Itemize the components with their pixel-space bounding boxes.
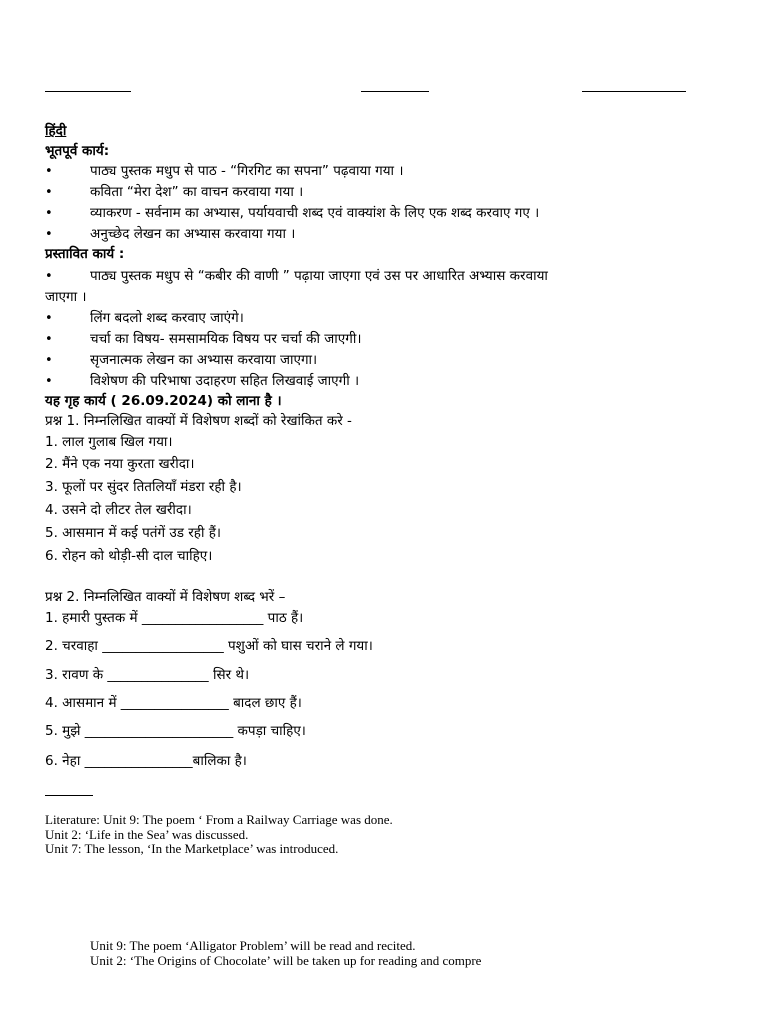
bullet-icon: • [45, 185, 53, 200]
question-1-item: 6. रोहन को थोड़ी-सी दाल चाहिए। [45, 548, 213, 564]
header-blank-3 [582, 91, 686, 92]
proposed-item: पाठ्य पुस्तक मधुप से “कबीर की वाणी ” पढ़ाया जाएगा एवं उस पर आधारित अभ्यास करवाया [90, 268, 548, 284]
english-planned-line: Unit 2: ‘The Origins of Chocolate’ will be taken up for reading and compre [90, 953, 482, 968]
proposed-item: लिंग बदलो शब्द करवाए जाएंगे। [90, 310, 244, 326]
question-1-item: 5. आसमान में कई पतंगें उड रही हैं। [45, 525, 222, 541]
past-item: पाठ्य पुस्तक मधुप से पाठ - “गिरगिट का सपना” पढ़वाया गया । [90, 163, 404, 179]
question-2-item: 6. नेहा ________________बालिका है। [45, 753, 247, 769]
question-1-item: 3. फूलों पर सुंदर तितलियाँ मंडरा रही है। [45, 479, 242, 495]
past-item: अनुच्छेद लेखन का अभ्यास करवाया गया । [90, 226, 296, 242]
homework-title: यह गृह कार्य ( 26.09.2024) को लाना है । [45, 393, 282, 409]
past-work-title: भूतपूर्व कार्य: [45, 143, 110, 159]
proposed-item-continuation: जाएगा । [45, 289, 87, 305]
header-blank-1 [45, 91, 131, 92]
past-item: व्याकरण - सर्वनाम का अभ्यास, पर्यायवाची शब्द एवं वाक्यांश के लिए एक शब्द करवाए गए । [90, 205, 540, 221]
bullet-icon: • [45, 311, 53, 326]
bullet-icon: • [45, 206, 53, 221]
english-done-line: Literature: Unit 9: The poem ‘ From a Railway Carriage was done. [45, 812, 393, 827]
question-1-title: प्रश्न 1. निम्नलिखित वाक्यों में विशेषण शब्दों को रेखांकित करे - [45, 413, 352, 429]
question-1-item: 2. मैंने एक नया कुरता खरीदा। [45, 456, 195, 472]
bullet-icon: • [45, 269, 53, 284]
question-2-item: 1. हमारी पुस्तक में __________________ पाठ हैं। [45, 610, 304, 626]
question-2-item: 3. रावण के _______________ सिर थे। [45, 667, 250, 683]
proposed-item: सृजनात्मक लेखन का अभ्यास करवाया जाएगा। [90, 352, 318, 368]
past-item: कविता “मेरा देश” का वाचन करवाया गया । [90, 184, 304, 200]
bullet-icon: • [45, 374, 53, 389]
header-blank-2 [361, 91, 429, 92]
question-1-item: 4. उसने दो लीटर तेल खरीदा। [45, 502, 192, 518]
question-2-item: 5. मुझे ______________________ कपड़ा चाहिए। [45, 723, 306, 739]
bullet-icon: • [45, 164, 53, 179]
proposed-work-title: प्रस्तावित कार्य : [45, 246, 125, 262]
english-done-line: Unit 2: ‘Life in the Sea’ was discussed. [45, 827, 249, 842]
bullet-icon: • [45, 227, 53, 242]
section-divider [45, 795, 93, 796]
bullet-icon: • [45, 353, 53, 368]
bullet-icon: • [45, 332, 53, 347]
question-1-item: 1. लाल गुलाब खिल गया। [45, 434, 173, 450]
subject-heading: हिंदी [45, 123, 67, 139]
question-2-item: 2. चरवाहा __________________ पशुओं को घास चराने ले गया। [45, 638, 373, 654]
question-2-item: 4. आसमान में ________________ बादल छाए हैं। [45, 695, 302, 711]
question-2-title: प्रश्न 2. निम्नलिखित वाक्यों में विशेषण शब्द भरें – [45, 589, 286, 605]
english-done-line: Unit 7: The lesson, ‘In the Marketplace’ was introduced. [45, 841, 339, 856]
proposed-item: विशेषण की परिभाषा उदाहरण सहित लिखवाई जाएगी । [90, 373, 360, 389]
english-planned-line: Unit 9: The poem ‘Alligator Problem’ will be read and recited. [90, 938, 416, 953]
proposed-item: चर्चा का विषय- समसामयिक विषय पर चर्चा की जाएगी। [90, 331, 362, 347]
